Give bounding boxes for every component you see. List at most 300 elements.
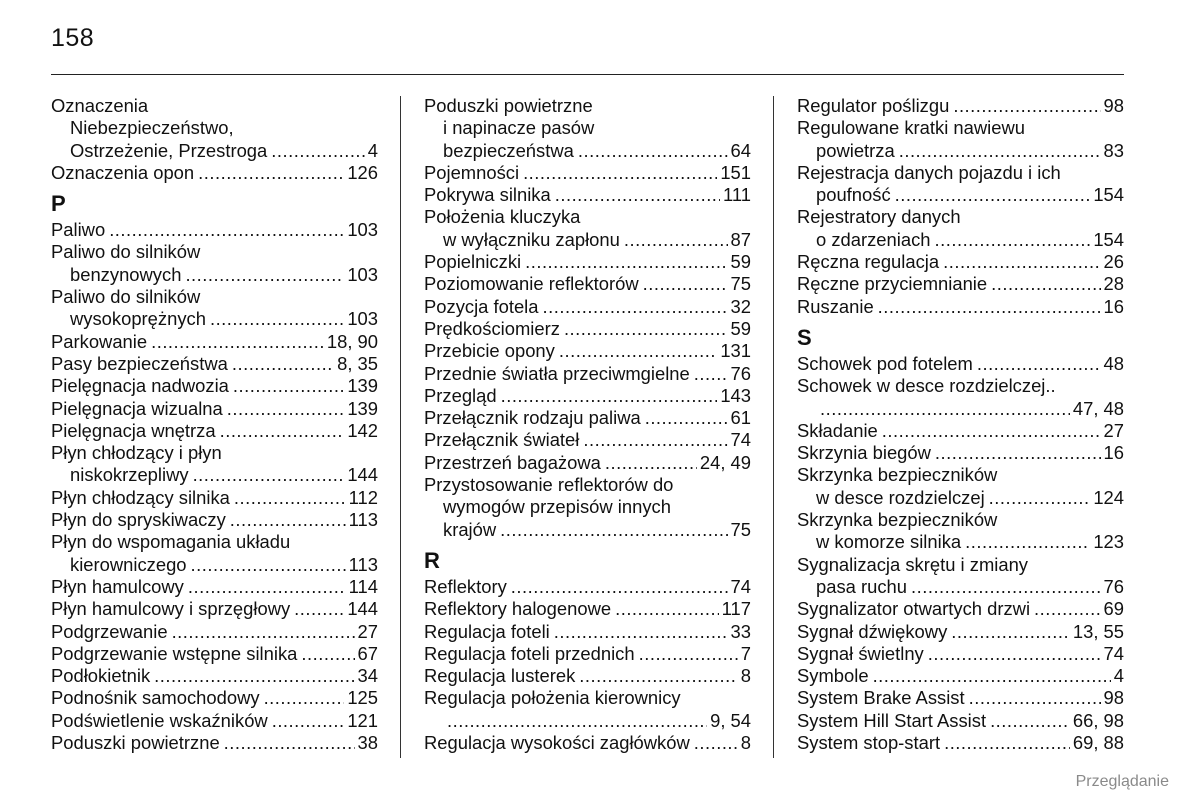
dot-leader	[820, 398, 1070, 420]
page-reference[interactable]: 103	[347, 308, 378, 330]
dot-leader	[188, 576, 346, 598]
page-number: 158	[51, 24, 95, 52]
entry-text: Parkowanie	[51, 330, 148, 352]
entry-text: Przestrzeń bagażowa	[424, 451, 601, 473]
entry-text: Regulacja położenia kierownicy	[424, 687, 681, 709]
index-entry	[424, 162, 751, 184]
entry-text: Prędkościomierz	[424, 317, 560, 339]
index-entry	[797, 687, 1124, 709]
page-reference[interactable]: 144	[347, 598, 378, 620]
index-entry	[51, 331, 378, 353]
index-entry-heading	[424, 474, 751, 496]
entry-text: Reflektory	[424, 575, 507, 597]
dot-leader	[224, 732, 355, 754]
entry-text: Sygnalizator otwartych drzwi	[797, 598, 1031, 620]
index-entry	[424, 621, 751, 643]
entry-text: wysokoprężnych	[70, 308, 206, 330]
dot-leader	[220, 420, 345, 442]
entry-text: Niebezpieczeństwo,	[70, 117, 234, 139]
index-entry	[424, 429, 751, 451]
index-entry-heading	[797, 509, 1124, 531]
entry-text: Oznaczenia	[51, 95, 149, 116]
entry-text: i napinacze pasów	[443, 117, 595, 139]
page-reference[interactable]: 48	[1103, 352, 1124, 374]
page-reference[interactable]: 27	[357, 620, 378, 642]
page-reference[interactable]: 139	[347, 375, 378, 397]
entry-text: Płyn do spryskiwaczy	[51, 509, 226, 531]
index-entry	[797, 140, 1124, 162]
page-reference[interactable]: 8	[740, 665, 751, 687]
dot-leader	[555, 184, 720, 206]
dot-leader	[951, 621, 1070, 643]
dot-leader	[895, 184, 1091, 206]
page-reference[interactable]: 16	[1103, 295, 1124, 317]
dot-leader	[198, 162, 344, 184]
entry-text: Skrzynka bezpieczników	[797, 509, 998, 531]
entry-text: Przednie światła przeciwmgielne	[424, 362, 690, 384]
entry-text: Rejestracja danych pojazdu i ich	[797, 161, 1061, 183]
entry-text: Oznaczenia opon	[51, 161, 195, 183]
index-entry-heading	[424, 117, 751, 139]
index-entry	[51, 710, 378, 732]
column-divider	[400, 96, 401, 758]
index-entry	[424, 140, 751, 162]
dot-leader	[873, 665, 1111, 687]
index-entry-heading	[51, 241, 378, 263]
entry-text: Regulacja foteli	[424, 620, 550, 642]
dot-leader	[694, 363, 728, 385]
entry-text: Popielniczki	[424, 251, 522, 273]
index-column-2	[424, 95, 751, 754]
dot-leader	[272, 710, 345, 732]
section-letter: R	[424, 547, 440, 573]
entry-text: Reflektory halogenowe	[424, 598, 612, 620]
entry-text: Sygnał dźwiękowy	[797, 620, 948, 642]
index-entry	[51, 140, 378, 162]
page-reference[interactable]: 103	[347, 263, 378, 285]
dot-leader	[500, 519, 727, 541]
page-reference[interactable]: 125	[347, 687, 378, 709]
entry-text: Pielęgnacja wizualna	[51, 397, 223, 419]
entry-text: Ręczna regulacja	[797, 251, 940, 273]
entry-text: Podgrzewanie wstępne silnika	[51, 642, 298, 664]
dot-leader	[643, 273, 728, 295]
page-reference[interactable]: 59	[730, 317, 751, 339]
entry-text: Regulowane kratki nawiewu	[797, 117, 1025, 139]
index-entry	[424, 318, 751, 340]
dot-leader	[151, 331, 324, 353]
index-entry	[424, 340, 751, 362]
index-entry	[797, 296, 1124, 318]
entry-text: Płyn hamulcowy i sprzęgłowy	[51, 598, 291, 620]
dot-leader	[990, 710, 1070, 732]
index-entry	[424, 229, 751, 251]
page-reference[interactable]: 27	[1103, 419, 1124, 441]
entry-text: Schowek pod fotelem	[797, 352, 973, 374]
entry-text: Przegląd	[424, 384, 497, 406]
index-entry	[51, 732, 378, 754]
entry-text: Skrzynka bezpieczników	[797, 464, 998, 486]
index-entry	[51, 398, 378, 420]
page-reference[interactable]: 113	[348, 553, 378, 575]
entry-text: Paliwo do silników	[51, 241, 201, 263]
index-entry	[424, 407, 751, 429]
index-entry	[51, 576, 378, 598]
index-entry	[797, 531, 1124, 553]
dot-leader	[501, 385, 718, 407]
index-entry-heading	[797, 554, 1124, 576]
index-entry	[424, 643, 751, 665]
page-reference[interactable]: 144	[347, 464, 378, 486]
dot-leader	[301, 643, 354, 665]
page-reference[interactable]: 24, 49	[699, 451, 751, 473]
dot-leader	[935, 442, 1101, 464]
entry-text: Schowek w desce rozdzielczej..	[797, 375, 1056, 397]
entry-text: krajów	[443, 518, 497, 540]
index-entry	[424, 452, 751, 474]
dot-leader	[899, 140, 1101, 162]
page-reference[interactable]: 69, 88	[1072, 732, 1124, 754]
page-reference[interactable]: 126	[347, 161, 378, 183]
index-entry	[51, 308, 378, 330]
dot-leader	[578, 140, 728, 162]
dot-leader	[1034, 598, 1100, 620]
entry-text: benzynowych	[70, 263, 182, 285]
dot-leader	[232, 353, 334, 375]
dot-leader	[583, 429, 727, 451]
entry-text: Regulacja lusterek	[424, 665, 576, 687]
entry-text: Płyn chłodzący silnika	[51, 486, 230, 508]
dot-leader	[615, 598, 719, 620]
dot-leader	[953, 95, 1100, 117]
index-entry	[424, 363, 751, 385]
index-entry	[51, 665, 378, 687]
entry-text: w wyłączniku zapłonu	[443, 228, 620, 250]
page-reference[interactable]: 75	[730, 273, 751, 295]
entry-text: Pielęgnacja wnętrza	[51, 419, 216, 441]
page-reference[interactable]: 98	[1103, 95, 1124, 116]
page-reference[interactable]: 151	[720, 161, 751, 183]
index-entry	[797, 598, 1124, 620]
entry-text: Regulacja foteli przednich	[424, 642, 635, 664]
entry-text: Podświetlenie wskaźników	[51, 709, 268, 731]
dot-leader	[977, 353, 1101, 375]
index-entry	[797, 643, 1124, 665]
page-reference[interactable]: 47, 48	[1072, 397, 1124, 419]
index-entry	[51, 219, 378, 241]
page-reference[interactable]: 13, 55	[1072, 620, 1124, 642]
index-entry-heading	[797, 375, 1124, 397]
dot-leader	[233, 375, 344, 397]
page-reference[interactable]: 74	[730, 575, 751, 597]
page-reference[interactable]: 76	[730, 362, 751, 384]
dot-leader	[511, 576, 728, 598]
index-entry	[797, 576, 1124, 598]
index-entry	[424, 598, 751, 620]
page-reference[interactable]: 154	[1093, 184, 1124, 206]
index-entry	[51, 464, 378, 486]
index-column-3	[797, 95, 1124, 754]
dot-leader	[882, 420, 1101, 442]
page-reference[interactable]: 4	[367, 139, 378, 161]
index-entry-heading	[51, 531, 378, 553]
page-reference[interactable]: 64	[730, 139, 751, 161]
index-entry	[797, 621, 1124, 643]
entry-text: Poduszki powietrzne	[424, 95, 593, 116]
page-reference[interactable]: 142	[347, 419, 378, 441]
index-entry-heading	[797, 117, 1124, 139]
page-reference[interactable]: 28	[1103, 273, 1124, 295]
section-letter: P	[51, 191, 66, 217]
entry-text: powietrza	[816, 139, 895, 161]
entry-text: System Hill Start Assist	[797, 709, 987, 731]
page-reference[interactable]: 121	[347, 709, 378, 731]
index-entry	[424, 273, 751, 295]
index-entry	[797, 398, 1124, 420]
page-reference[interactable]: 34	[357, 665, 378, 687]
page-reference[interactable]: 76	[1103, 575, 1124, 597]
page-reference[interactable]: 74	[1103, 642, 1124, 664]
dot-leader	[234, 487, 346, 509]
index-entry	[51, 162, 378, 184]
page-reference[interactable]: 74	[730, 429, 751, 451]
entry-text: Podłokietnik	[51, 665, 151, 687]
dot-leader	[991, 273, 1100, 295]
entry-text: Symbole	[797, 665, 869, 687]
index-entry	[424, 385, 751, 407]
page-reference[interactable]: 9, 54	[710, 709, 751, 731]
dot-leader	[928, 643, 1101, 665]
entry-text: Ręczne przyciemnianie	[797, 273, 988, 295]
index-entry-heading	[51, 286, 378, 308]
dot-leader	[639, 643, 738, 665]
entry-text: Rejestratory danych	[797, 206, 961, 228]
page-reference[interactable]: 154	[1093, 228, 1124, 250]
index-entry	[424, 732, 751, 754]
entry-text: Pielęgnacja nadwozia	[51, 375, 229, 397]
index-entry	[424, 251, 751, 273]
index-entry	[51, 375, 378, 397]
page-reference[interactable]: 67	[357, 642, 378, 664]
entry-text: Ruszanie	[797, 295, 874, 317]
dot-leader	[210, 308, 344, 330]
index-entry-heading	[424, 206, 751, 228]
entry-text: Ostrzeżenie, Przestroga	[70, 139, 268, 161]
index-entry	[51, 687, 378, 709]
entry-text: Poziomowanie reflektorów	[424, 273, 639, 295]
entry-text: Podnośnik samochodowy	[51, 687, 260, 709]
dot-leader	[525, 251, 727, 273]
page-reference[interactable]: 8	[740, 732, 751, 754]
dot-leader	[230, 509, 346, 531]
index-entry-heading	[51, 117, 378, 139]
page-reference[interactable]: 131	[720, 340, 751, 362]
dot-leader	[559, 340, 717, 362]
dot-leader	[624, 229, 728, 251]
index-entry	[797, 273, 1124, 295]
dot-leader	[943, 251, 1100, 273]
entry-text: bezpieczeństwa	[443, 139, 574, 161]
entry-text: wymogów przepisów innych	[443, 496, 671, 518]
dot-leader	[227, 398, 345, 420]
page-reference[interactable]: 33	[730, 620, 751, 642]
index-entry	[51, 621, 378, 643]
column-divider	[773, 96, 774, 758]
entry-text: niskokrzepliwy	[70, 464, 189, 486]
index-entry-heading	[797, 206, 1124, 228]
index-entry	[424, 184, 751, 206]
entry-text: pasa ruchu	[816, 575, 907, 597]
footer-link[interactable]: Przeglądanie	[1075, 773, 1169, 790]
index-entry	[51, 643, 378, 665]
dot-leader	[271, 140, 364, 162]
entry-text: Płyn chłodzący i płyn	[51, 442, 222, 464]
index-entry	[424, 576, 751, 598]
index-entry	[797, 353, 1124, 375]
index-entry-heading	[51, 442, 378, 464]
page-reference[interactable]: 139	[347, 397, 378, 419]
index-entry-heading	[424, 95, 751, 117]
dot-leader	[294, 598, 344, 620]
index-column-1	[51, 95, 378, 754]
entry-text: Położenia kluczyka	[424, 206, 581, 228]
dot-leader	[543, 296, 728, 318]
index-entry	[797, 251, 1124, 273]
index-entry	[424, 296, 751, 318]
index-entry	[797, 710, 1124, 732]
entry-text: w desce rozdzielczej	[816, 486, 985, 508]
index-entry	[51, 598, 378, 620]
dot-leader	[447, 710, 707, 732]
entry-text: kierowniczego	[70, 553, 187, 575]
dot-leader	[185, 264, 344, 286]
index-entry-heading	[797, 464, 1124, 486]
dot-leader	[154, 665, 354, 687]
entry-text: Pokrywa silnika	[424, 184, 551, 206]
page-reference[interactable]: 66, 98	[1072, 709, 1124, 731]
index-entry	[797, 95, 1124, 117]
entry-text: Przebicie opony	[424, 340, 555, 362]
index-entry	[797, 732, 1124, 754]
index-entry-heading	[424, 687, 751, 709]
page-reference[interactable]: 18, 90	[326, 330, 378, 352]
dot-leader	[523, 162, 717, 184]
dot-leader	[109, 219, 344, 241]
entry-text: Płyn do wspomagania układu	[51, 531, 291, 553]
entry-text: System Brake Assist	[797, 687, 965, 709]
entry-text: Pojemności	[424, 161, 520, 183]
page-reference[interactable]: 124	[1093, 486, 1124, 508]
entry-text: Przełącznik świateł	[424, 429, 580, 451]
dot-leader	[989, 487, 1091, 509]
dot-leader	[579, 665, 737, 687]
entry-text: Paliwo	[51, 219, 106, 241]
index-entry-heading	[51, 95, 378, 117]
index-entry	[424, 710, 751, 732]
index-entry-heading	[797, 162, 1124, 184]
entry-text: Pozycja fotela	[424, 295, 539, 317]
index-entry	[797, 229, 1124, 251]
dot-leader	[172, 621, 355, 643]
entry-text: Sygnalizacja skrętu i zmiany	[797, 553, 1028, 575]
index-entry	[797, 442, 1124, 464]
page-reference[interactable]: 87	[730, 228, 751, 250]
entry-text: Składanie	[797, 419, 878, 441]
section-letter: S	[797, 324, 812, 350]
page-reference[interactable]: 103	[347, 219, 378, 241]
dot-leader	[605, 452, 697, 474]
dot-leader	[935, 229, 1091, 251]
index-entry	[51, 353, 378, 375]
dot-leader	[878, 296, 1101, 318]
index-entry	[797, 420, 1124, 442]
page-reference[interactable]: 143	[720, 384, 751, 406]
page-reference[interactable]: 75	[730, 518, 751, 540]
dot-leader	[965, 531, 1090, 553]
page-reference[interactable]: 83	[1103, 139, 1124, 161]
dot-leader	[191, 554, 346, 576]
page-reference[interactable]: 59	[730, 251, 751, 273]
page-reference[interactable]: 123	[1093, 531, 1124, 553]
entry-text: Płyn hamulcowy	[51, 575, 184, 597]
entry-text: Pasy bezpieczeństwa	[51, 352, 228, 374]
index-entry	[51, 554, 378, 576]
page-reference[interactable]: 112	[348, 486, 378, 508]
page-reference[interactable]: 69	[1103, 598, 1124, 620]
dot-leader	[193, 464, 345, 486]
entry-text: Regulacja wysokości zagłówków	[424, 732, 690, 754]
page-reference[interactable]: 98	[1103, 687, 1124, 709]
entry-text: Poduszki powietrzne	[51, 732, 220, 754]
entry-text: poufność	[816, 184, 891, 206]
entry-text: Sygnał świetlny	[797, 642, 924, 664]
entry-text: w komorze silnika	[816, 531, 962, 553]
page-reference[interactable]: 26	[1103, 251, 1124, 273]
page-reference[interactable]: 7	[740, 642, 751, 664]
dot-leader	[944, 732, 1070, 754]
index-entry	[797, 665, 1124, 687]
dot-leader	[694, 732, 738, 754]
page-reference[interactable]: 61	[730, 407, 751, 429]
entry-text: Regulator poślizgu	[797, 95, 950, 116]
page-reference[interactable]: 38	[357, 732, 378, 754]
index-entry-heading	[424, 496, 751, 518]
page-reference[interactable]: 8, 35	[337, 352, 378, 374]
index-entry	[51, 420, 378, 442]
entry-text: o zdarzeniach	[816, 228, 931, 250]
index-entry	[797, 184, 1124, 206]
index-entry	[424, 519, 751, 541]
page-reference[interactable]: 32	[730, 295, 751, 317]
page-reference[interactable]: 117	[721, 598, 751, 620]
dot-leader	[564, 318, 728, 340]
entry-text: System stop-start	[797, 732, 941, 754]
page-reference[interactable]: 114	[348, 575, 378, 597]
index-entry	[51, 264, 378, 286]
dot-leader	[969, 687, 1101, 709]
page-reference[interactable]: 113	[348, 509, 378, 531]
entry-text: Paliwo do silników	[51, 286, 201, 308]
page-reference[interactable]: 4	[1113, 665, 1124, 687]
entry-text: Przystosowanie reflektorów do	[424, 474, 674, 496]
page-reference[interactable]: 16	[1103, 442, 1124, 464]
page-reference[interactable]: 111	[723, 184, 751, 206]
dot-leader	[264, 687, 345, 709]
index-entry	[51, 509, 378, 531]
index-entry	[424, 665, 751, 687]
dot-leader	[645, 407, 728, 429]
dot-leader	[554, 621, 728, 643]
